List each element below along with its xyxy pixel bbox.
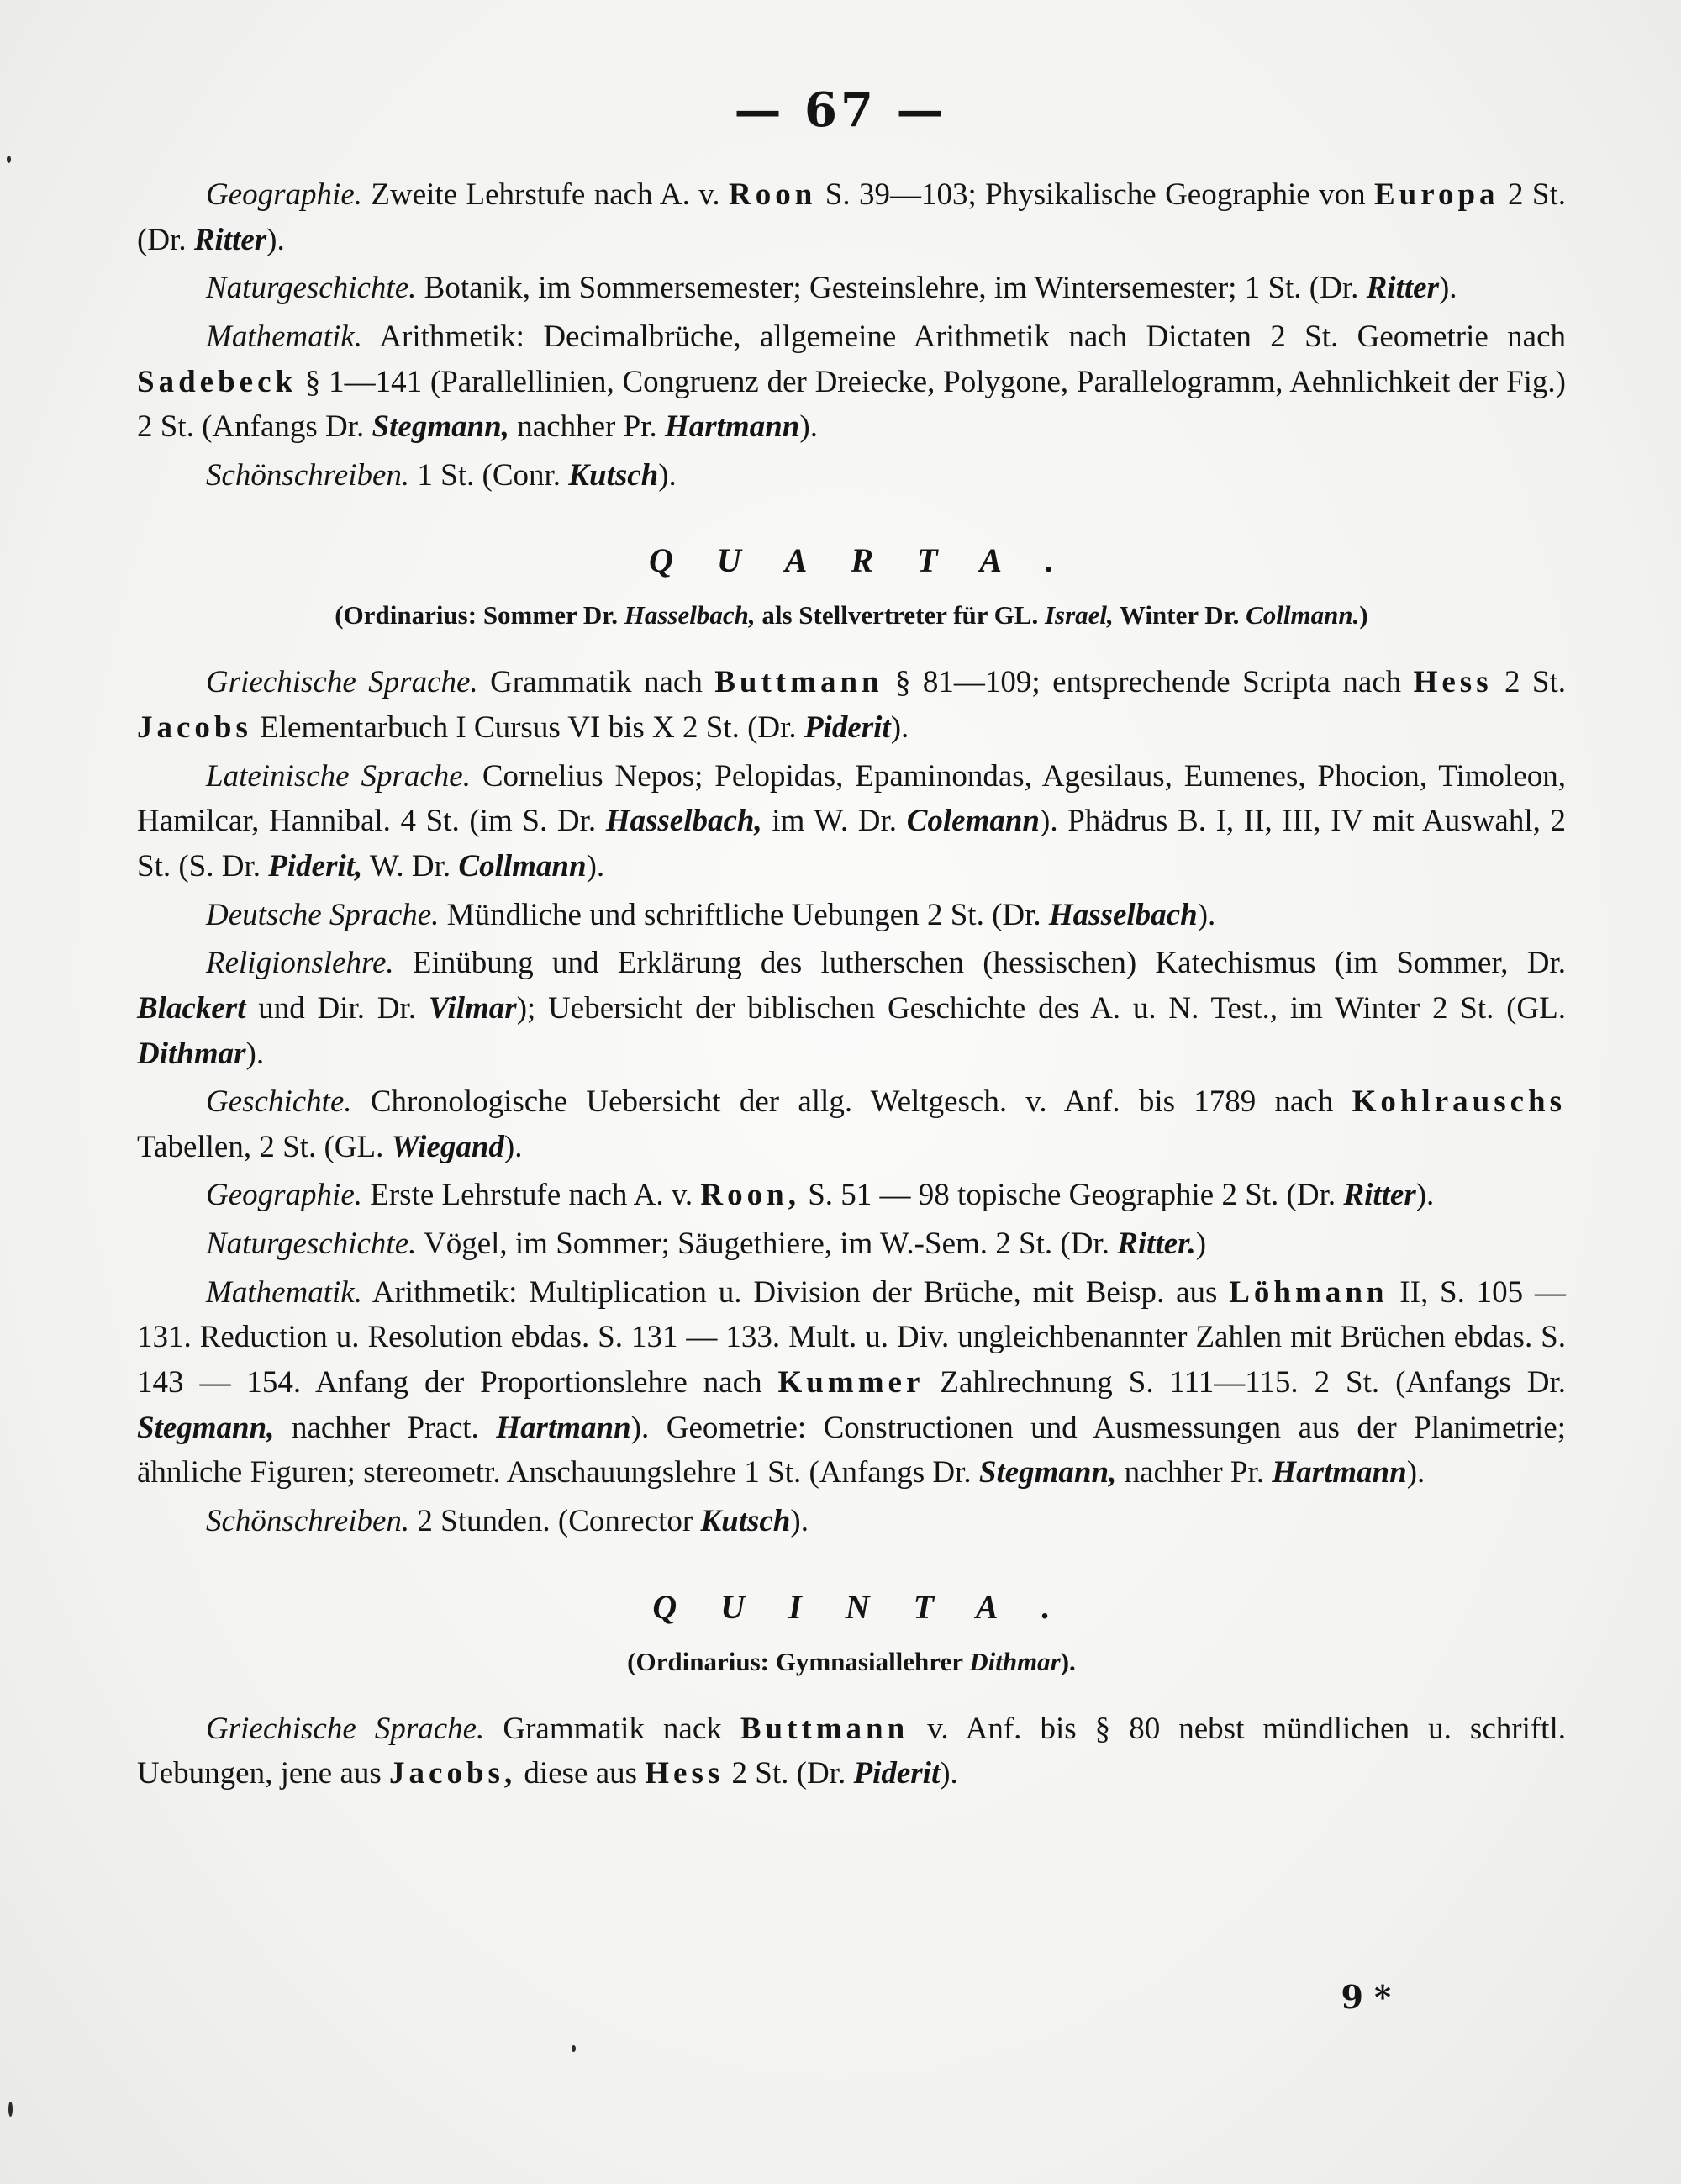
- spaced-author-name: Hess: [1413, 665, 1493, 700]
- teacher-name: Stegmann,: [978, 1455, 1117, 1490]
- quinta-entries: [137, 1707, 1566, 1796]
- teacher-name: Stegmann,: [372, 409, 510, 445]
- entry-text: nachher Pract.: [274, 1410, 497, 1445]
- teacher-name: Ritter: [1343, 1178, 1416, 1213]
- entry-text: ): [1195, 1227, 1207, 1262]
- subject-label: Mathematik.: [206, 1274, 362, 1310]
- teacher-name: Piderit: [804, 710, 891, 746]
- entry-text: ); Uebersicht der biblischen Geschichte des A. u. N. Test., im Winter 2 St. (GL.: [516, 990, 1567, 1026]
- teacher-name: Collmann: [458, 848, 587, 884]
- subject-label: Mathematik.: [206, 319, 362, 354]
- teacher-name: Hartmann: [1272, 1455, 1407, 1490]
- entry-text: ).: [790, 1503, 809, 1538]
- entry-text: im W. Dr.: [761, 804, 907, 839]
- spaced-author-name: Roon,: [700, 1178, 800, 1213]
- curriculum-entry: [137, 1173, 1566, 1218]
- teacher-name: Vilmar: [428, 990, 517, 1026]
- teacher-name: Kutsch: [700, 1503, 791, 1538]
- entry-text: S. 51 — 98 topische Geographie 2 St. (Dr.: [799, 1178, 1344, 1213]
- entry-text: (Ordinarius: Sommer Dr.: [335, 600, 624, 630]
- curriculum-entry: [137, 172, 1566, 262]
- entry-text: ).: [266, 222, 285, 257]
- curriculum-entry: [137, 1221, 1566, 1267]
- entry-text: ): [1359, 600, 1368, 630]
- entry-text: § 81—109; entsprechende Scripta nach: [883, 665, 1414, 700]
- spaced-author-name: Löhmann: [1229, 1274, 1389, 1310]
- subject-label: Lateinische Sprache.: [206, 758, 471, 794]
- subject-label: Schönschreiben.: [206, 457, 410, 493]
- entry-text: ).: [503, 1129, 523, 1164]
- spaced-author-name: Kohlrauschs: [1352, 1084, 1566, 1120]
- entry-text: Erste Lehrstufe nach A. v.: [362, 1178, 701, 1213]
- entry-text: Mündliche und schriftliche Uebungen 2 St. (Dr.: [439, 897, 1049, 932]
- entry-text: ).: [1438, 271, 1457, 306]
- spaced-author-name: Kummer: [777, 1365, 925, 1401]
- entry-text: ). Geometrie: Constructionen und Ausmessungen aus der Planimetrie; ähnliche Figuren; stereometr. Anschauungslehre 1 St. (Anfangs Dr.: [137, 1410, 1566, 1490]
- entry-text: nachher Pr.: [1116, 1455, 1273, 1490]
- entry-text: v. Anf. bis § 80 nebst mündlichen u. schriftl. Uebungen, jene aus: [137, 1711, 1566, 1791]
- spaced-author-name: Jacobs: [137, 710, 252, 746]
- entry-text: diese aus: [516, 1756, 646, 1791]
- spaced-author-name: Europa: [1373, 177, 1499, 212]
- curriculum-entry: [137, 453, 1566, 499]
- spaced-author-name: Jacobs,: [389, 1756, 517, 1791]
- entry-text: ).: [1060, 1646, 1076, 1676]
- entry-text: nachher Pr.: [509, 409, 665, 445]
- entry-text: S. 39—103; Physikalische Geographie von: [816, 177, 1374, 212]
- spaced-author-name: Buttmann: [740, 1711, 909, 1746]
- subject-label: Griechische Sprache.: [206, 665, 478, 700]
- entry-text: 1 St. (Conr.: [409, 457, 569, 493]
- quarta-heading: QUARTA.: [648, 541, 1099, 580]
- teacher-name: Israel,: [1044, 600, 1114, 630]
- subject-label: Religionslehre.: [206, 946, 394, 981]
- curriculum-entry: [137, 1499, 1566, 1544]
- teacher-name: Dithmar: [137, 1036, 246, 1071]
- entry-text: Vögel, im Sommer; Säugethiere, im W.-Sem. 2 St. (Dr.: [416, 1227, 1118, 1262]
- entry-text: Zahlrechnung S. 111—115. 2 St. (Anfangs Dr.: [924, 1365, 1566, 1401]
- subject-label: Schönschreiben.: [206, 1503, 410, 1538]
- teacher-name: Ritter: [1366, 271, 1439, 306]
- entry-text: W. Dr.: [362, 848, 459, 884]
- spaced-author-name: Hess: [645, 1756, 725, 1791]
- teacher-name: Dithmar: [969, 1646, 1061, 1676]
- signature-mark: 9 *: [1341, 1978, 1391, 2016]
- teacher-name: Kutsch: [568, 457, 659, 493]
- entry-text: ).: [658, 457, 677, 493]
- entry-text: Einübung und Erklärung des lutherschen (hessischen) Katechismus (im Sommer, Dr.: [393, 946, 1566, 981]
- curriculum-entry: [137, 754, 1566, 889]
- quinta-heading: QUINTA.: [652, 1587, 1094, 1626]
- curriculum-entry: [137, 266, 1566, 311]
- spaced-author-name: Roon: [729, 177, 817, 212]
- entry-text: Arithmetik: Multiplication u. Division der Brüche, mit Beisp. aus: [361, 1274, 1230, 1310]
- entry-text: 2 St. (Dr.: [724, 1756, 854, 1791]
- entry-text: Grammatik nack: [484, 1711, 740, 1746]
- teacher-name: Hartmann: [496, 1410, 631, 1445]
- entry-text: ).: [940, 1756, 958, 1791]
- entry-text: 2 St. (Dr.: [137, 177, 1566, 257]
- teacher-name: Blackert: [137, 990, 246, 1026]
- subject-label: Deutsche Sprache.: [206, 897, 440, 932]
- page-number: — 67 —: [734, 82, 947, 138]
- entry-text: § 1—141 (Parallellinien, Congruenz der Dreiecke, Polygone, Parallelogramm, Aehnlichkeit der Fig.) 2 St. (Anfangs Dr.: [137, 364, 1566, 445]
- entry-text: Elementarbuch I Cursus VI bis X 2 St. (Dr.: [251, 710, 804, 746]
- teacher-name: Collmann.: [1246, 600, 1360, 630]
- curriculum-entry: [137, 660, 1566, 750]
- quarta-ordinarius: [137, 597, 1566, 635]
- teacher-name: Stegmann,: [137, 1410, 275, 1445]
- entry-text: ).: [890, 710, 909, 746]
- entry-text: Cornelius Nepos; Pelopidas, Epaminondas, Agesilaus, Eumenes, Phocion, Timoleon, Hamilcar, Hannibal. 4 St. (im S. Dr.: [137, 758, 1567, 839]
- subject-label: Naturgeschichte.: [206, 1227, 417, 1262]
- print-speck: [7, 156, 11, 163]
- entry-text: als Stellvertreter für GL.: [755, 600, 1045, 630]
- subject-label: Geographie.: [206, 1178, 362, 1213]
- entry-text: ).: [799, 409, 818, 445]
- tertia-section-end: [137, 172, 1566, 498]
- print-speck: [572, 2045, 576, 2052]
- entry-text: 2 St.: [1492, 665, 1567, 700]
- entry-text: ). Phädrus B. I, II, III, IV mit Auswahl, 2 St. (S. Dr.: [137, 804, 1566, 884]
- curriculum-entry: [137, 893, 1566, 938]
- quarta-entries: [137, 660, 1566, 1543]
- subject-label: Geschichte.: [206, 1084, 352, 1120]
- teacher-name: Piderit: [853, 1756, 941, 1791]
- teacher-name: Hasselbach: [1048, 897, 1198, 932]
- teacher-name: Ritter: [193, 222, 267, 257]
- teacher-name: Ritter.: [1117, 1227, 1196, 1262]
- spaced-author-name: Buttmann: [714, 665, 883, 700]
- subject-label: Geographie.: [206, 177, 362, 212]
- teacher-name: Piderit,: [268, 848, 363, 884]
- entry-text: und Dir. Dr.: [245, 990, 429, 1026]
- entry-text: Botanik, im Sommersemester; Gesteinslehre, im Wintersemester; 1 St. (Dr.: [416, 271, 1367, 306]
- entry-text: Grammatik nach: [477, 665, 715, 700]
- entry-text: Winter Dr.: [1113, 600, 1246, 630]
- subject-label: Naturgeschichte.: [206, 271, 417, 306]
- curriculum-entry: [137, 1707, 1566, 1796]
- entry-text: 2 Stunden. (Conrector: [409, 1503, 701, 1538]
- entry-text: Chronologische Uebersicht der allg. Weltgesch. v. Anf. bis 1789 nach: [351, 1084, 1352, 1120]
- curriculum-entry: [137, 314, 1566, 450]
- teacher-name: Hasselbach,: [605, 804, 762, 839]
- entry-text: II, S. 105 — 131. Reduction u. Resolution ebdas. S. 131 — 133. Mult. u. Div. ungleichbenannter Zahlen mit Brüchen ebdas. S. 143 — 154. Anfang der Proportionslehre nach: [137, 1274, 1566, 1401]
- entry-text: Zweite Lehrstufe nach A. v.: [362, 177, 730, 212]
- teacher-name: Hartmann: [664, 409, 800, 445]
- entry-text: ).: [1197, 897, 1216, 932]
- entry-text: ).: [1406, 1455, 1425, 1490]
- teacher-name: Hasselbach,: [624, 600, 756, 630]
- body-text: [137, 172, 1566, 1800]
- subject-label: Griechische Sprache.: [206, 1711, 485, 1746]
- teacher-name: Wiegand: [391, 1129, 504, 1164]
- spaced-author-name: Sadebeck: [137, 364, 298, 399]
- curriculum-entry: [137, 1270, 1566, 1496]
- curriculum-entry: [137, 941, 1566, 1076]
- entry-text: ).: [586, 848, 605, 884]
- entry-text: (Ordinarius: Gymnasiallehrer: [627, 1646, 970, 1676]
- curriculum-entry: [137, 1079, 1566, 1169]
- entry-text: Arithmetik: Decimalbrüche, allgemeine Arithmetik nach Dictaten 2 St. Geometrie nach: [361, 319, 1566, 354]
- print-speck: [8, 2102, 13, 2117]
- quinta-ordinarius: [137, 1643, 1566, 1681]
- entry-text: Tabellen, 2 St. (GL.: [137, 1129, 392, 1164]
- entry-text: ).: [1415, 1178, 1435, 1213]
- teacher-name: Colemann: [906, 804, 1041, 839]
- entry-text: ).: [245, 1036, 265, 1071]
